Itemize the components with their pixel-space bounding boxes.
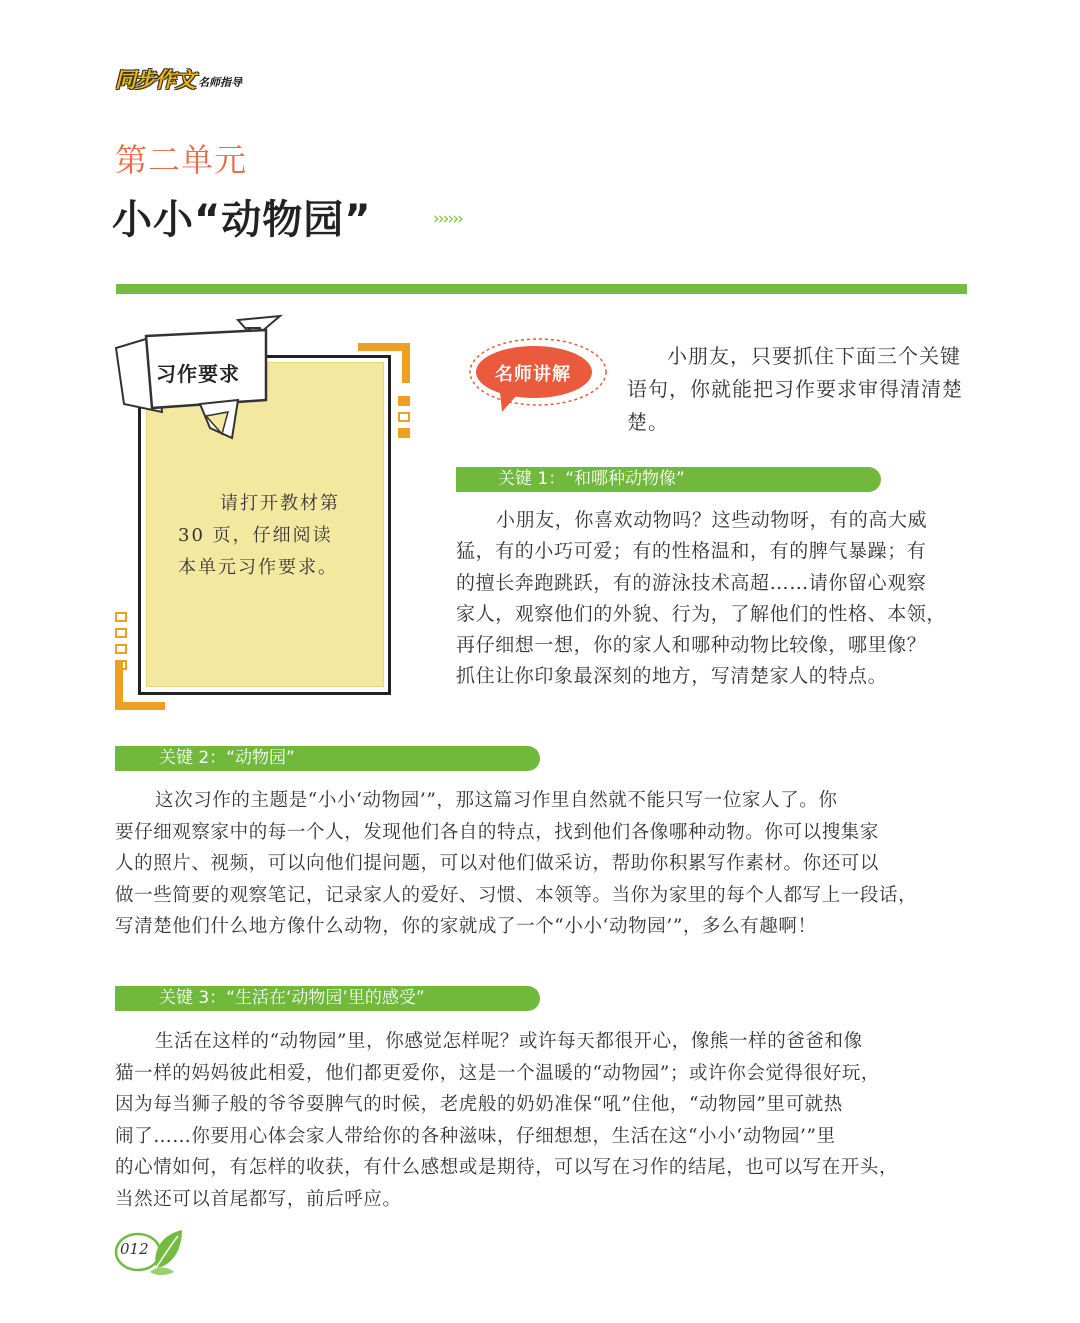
- intro-line: 楚。: [627, 410, 669, 434]
- page-number: 012: [120, 1240, 149, 1258]
- square-decoration-right: [398, 396, 410, 438]
- key3-paragraph: [115, 1026, 975, 1215]
- requirement-tag: 习作要求: [156, 362, 240, 386]
- key1-line: 再仔细想一想，你的家人和哪种动物比较像，哪里像？: [456, 634, 927, 657]
- teacher-badge: 名师讲解: [495, 364, 571, 385]
- green-divider: [116, 284, 967, 294]
- key1-line: 的擅长奔跑跳跃，有的游泳技术高超……请你留心观察: [456, 571, 927, 594]
- key1-line: 家人，观察他们的外貌、行为，了解他们的性格、本领，: [456, 602, 947, 625]
- page-title: 小小“动物园”: [112, 197, 372, 243]
- key1-paragraph: [456, 505, 971, 693]
- key2-line: 这次习作的主题是“小小‘动物园’”，那这篇习作里自然就不能只写一位家人了。你: [155, 790, 838, 811]
- requirement-text: [178, 488, 368, 584]
- key3-line: 的心情如何，有怎样的收获，有什么感想或是期待，可以写在习作的结尾，也可以写在开头，: [115, 1157, 899, 1178]
- key2-line: 人的照片、视频，可以向他们提问题，可以对他们做采访，帮助你积累写作素材。你还可以: [115, 853, 880, 874]
- key3-line: 猫一样的妈妈彼此相爱，他们都更爱你，这是一个温暖的“动物园”；或许你会觉得很好玩，: [115, 1062, 881, 1084]
- intro-line: 小朋友，只要抓住下面三个关键: [667, 344, 961, 368]
- key1-label: 关键 1：“和哪种动物像”: [498, 469, 685, 489]
- requirement-line: 本单元习作要求。: [178, 557, 338, 578]
- key1-line: 抓住让你印象最深刻的地方，写清楚家人的特点。: [456, 665, 888, 688]
- key1-line: 猛，有的小巧可爱；有的性格温和，有的脾气暴躁；有: [456, 540, 927, 563]
- key3-line: 生活在这样的“动物园”里，你感觉怎样呢？或许每天都很开心，像熊一样的爸爸和像: [155, 1031, 863, 1052]
- key3-heading: [115, 986, 540, 1011]
- key1-line: 小朋友，你喜欢动物吗？这些动物呀，有的高大威: [496, 509, 928, 531]
- chevron-decoration-icon: ››››››: [433, 209, 462, 229]
- key2-paragraph: [115, 785, 975, 943]
- teacher-intro: [627, 340, 972, 439]
- intro-line: 语句，你就能把习作要求审得清清楚: [627, 377, 963, 401]
- key2-line: 做一些简要的观察笔记，记录家人的爱好、习惯、本领等。当你为家里的每个人都写上一段话，: [115, 884, 918, 906]
- key3-line: 当然还可以首尾都写，前后呼应。: [115, 1188, 402, 1210]
- orange-corner-decoration-bottom: [115, 662, 165, 710]
- logo-sub-text: 名师指导: [198, 76, 242, 89]
- requirement-line: 请打开教材第: [220, 493, 340, 514]
- key2-line: 写清楚他们什么地方像什么动物，你的家就成了一个“小小‘动物园’”，多么有趣啊！: [115, 916, 817, 937]
- logo-main-text: 同步作文: [115, 68, 195, 92]
- key3-line: 闹了……你要用心体会家人带给你的各种滋味，仔细想想，生活在这“小小‘动物园’”里: [115, 1125, 836, 1147]
- requirement-line: 30 页，仔细阅读: [178, 525, 333, 546]
- key1-heading: [456, 467, 881, 492]
- key3-line: 因为每当狮子般的爷爷耍脾气的时候，老虎般的奶奶准保“吼”住他，“动物园”里可就热: [115, 1094, 843, 1115]
- unit-label: 第二单元: [115, 141, 248, 179]
- key2-line: 要仔细观察家中的每一个人，发现他们各自的特点，找到他们各像哪种动物。你可以搜集家: [115, 821, 880, 843]
- key2-heading: [115, 746, 540, 771]
- key2-label: 关键 2：“动物园”: [159, 748, 295, 768]
- book-logo: [115, 66, 242, 92]
- key3-label: 关键 3：“生活在‘动物园’里的感受”: [159, 988, 425, 1008]
